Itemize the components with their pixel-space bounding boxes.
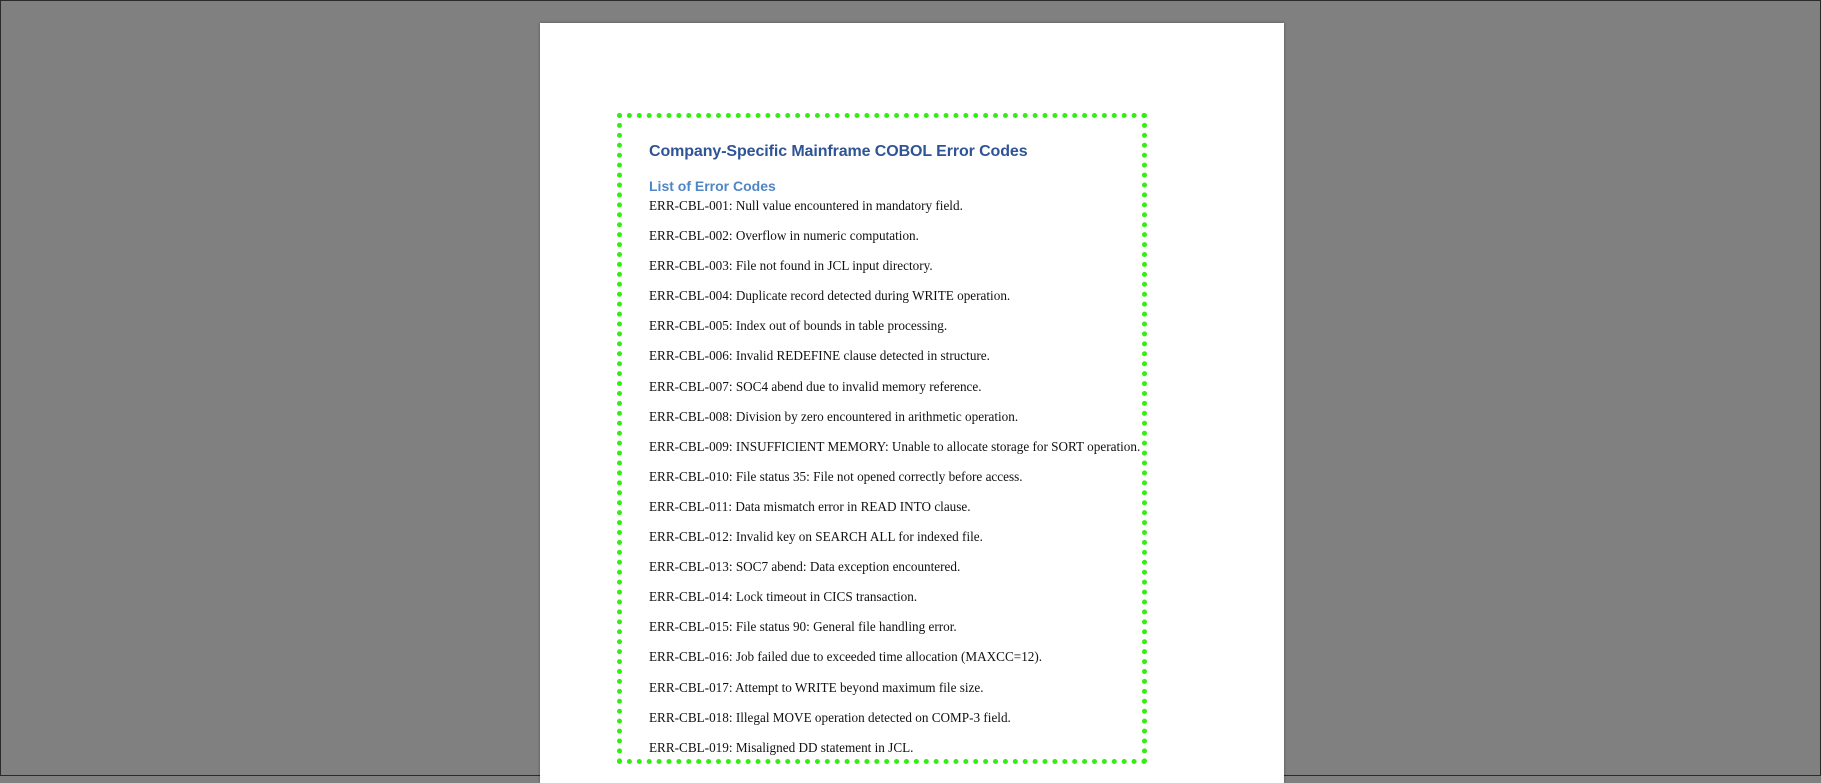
error-code-list [649,197,1209,769]
error-code-item: ERR-CBL-011: Data mismatch error in READ INTO clause. [649,498,971,514]
error-code-item: ERR-CBL-014: Lock timeout in CICS transaction. [649,589,918,605]
error-code-item: ERR-CBL-006: Invalid REDEFINE clause detected in structure. [649,348,990,364]
section-heading: List of Error Codes [649,178,776,194]
error-code-item: ERR-CBL-007: SOC4 abend due to invalid memory reference. [649,378,982,394]
error-code-item: ERR-CBL-005: Index out of bounds in table processing. [649,318,948,334]
error-code-item: ERR-CBL-003: File not found in JCL input directory. [649,258,933,274]
error-code-item: ERR-CBL-018: Illegal MOVE operation detected on COMP-3 field. [649,709,1011,725]
error-code-item: ERR-CBL-001: Null value encountered in mandatory field. [649,198,963,213]
error-code-item: ERR-CBL-010: File status 35: File not opened correctly before access. [649,468,1023,484]
document-content [649,141,1209,769]
error-code-item: ERR-CBL-009: INSUFFICIENT MEMORY: Unable to allocate storage for SORT operation. [649,438,1141,454]
error-code-item: ERR-CBL-012: Invalid key on SEARCH ALL for indexed file. [649,529,983,545]
error-code-item: ERR-CBL-016: Job failed due to exceeded time allocation (MAXCC=12). [649,649,1043,665]
error-code-item: ERR-CBL-008: Division by zero encountered in arithmetic operation. [649,408,1019,424]
error-code-item: ERR-CBL-004: Duplicate record detected during WRITE operation. [649,288,1011,304]
error-code-item: ERR-CBL-019: Misaligned DD statement in JCL. [649,739,914,755]
error-code-item: ERR-CBL-015: File status 90: General file handling error. [649,619,957,635]
error-code-item: ERR-CBL-017: Attempt to WRITE beyond maximum file size. [649,679,984,695]
error-code-item: ERR-CBL-013: SOC7 abend: Data exception encountered. [649,559,961,575]
error-code-item: ERR-CBL-002: Overflow in numeric computation. [649,228,919,244]
document-page [540,23,1284,783]
document-title: Company-Specific Mainframe COBOL Error Codes [649,143,1028,160]
